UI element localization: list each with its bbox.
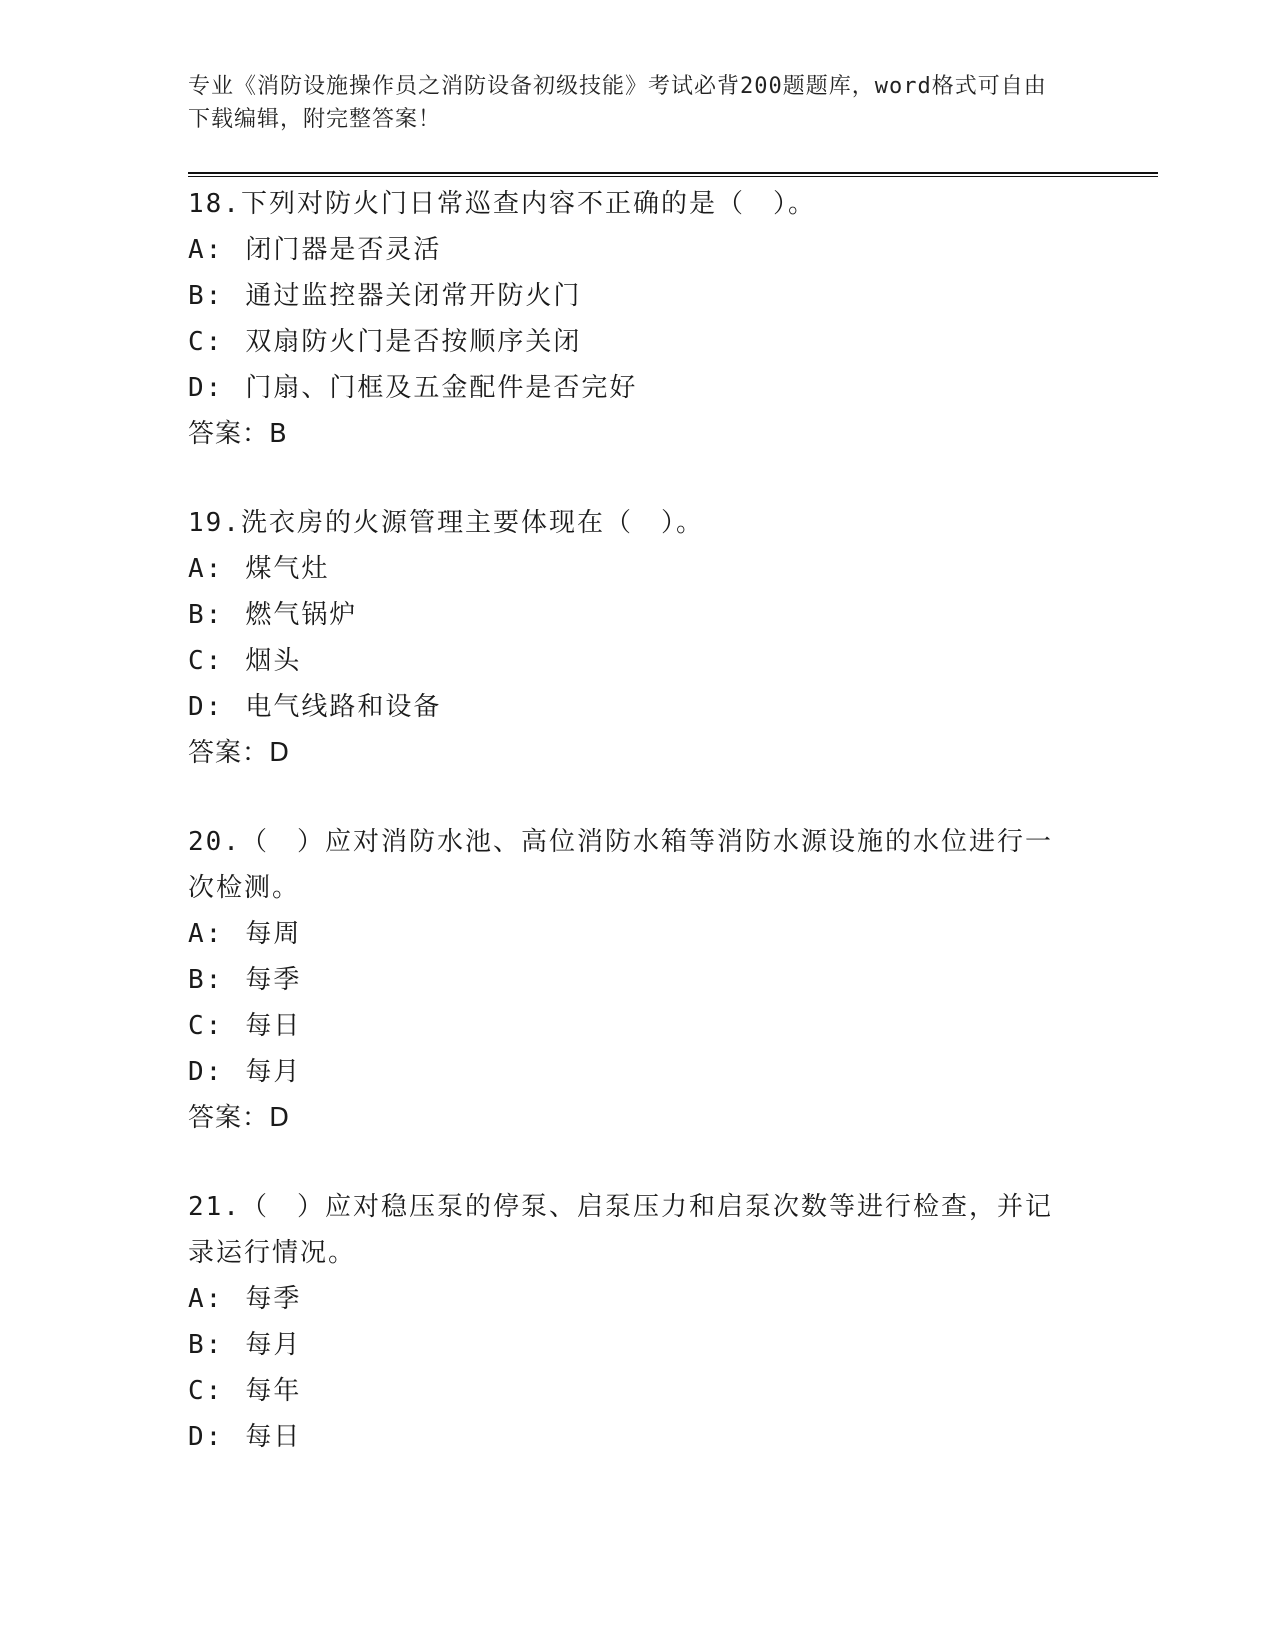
- question-list: [188, 181, 1158, 1460]
- option-a: [188, 227, 1068, 273]
- option-text: 每日: [245, 1011, 302, 1041]
- option-text: 燃气锅炉: [245, 600, 358, 630]
- document-intro: 专业《消防设施操作员之消防设备初级技能》考试必背200题题库，word格式可自由下载编辑，附完整答案！: [188, 74, 1047, 132]
- option-letter: B:: [188, 600, 224, 630]
- option-b: [188, 1322, 1068, 1368]
- option-letter: D:: [188, 373, 224, 403]
- option-text: 通过监控器关闭常开防火门: [245, 281, 582, 311]
- option-a: [188, 911, 1068, 957]
- option-text: 烟头: [245, 646, 302, 676]
- option-text: 电气线路和设备: [245, 692, 442, 722]
- option-b: [188, 273, 1068, 319]
- option-text: 每季: [245, 1284, 302, 1314]
- question-stem: 19.洗衣房的火源管理主要体现在（ ）。: [188, 508, 704, 538]
- option-d: [188, 1049, 1068, 1095]
- option-letter: B:: [188, 281, 224, 311]
- option-letter: A:: [188, 1284, 224, 1314]
- option-letter: A:: [188, 554, 224, 584]
- option-c: [188, 1368, 1068, 1414]
- answer-line: 答案：D: [188, 1103, 291, 1133]
- header-divider: [188, 172, 1158, 177]
- option-letter: D:: [188, 692, 224, 722]
- option-letter: A:: [188, 235, 224, 265]
- option-text: 门扇、门框及五金配件是否完好: [245, 373, 638, 403]
- option-c: [188, 319, 1068, 365]
- option-text: 每月: [245, 1330, 302, 1360]
- option-letter: D:: [188, 1057, 224, 1087]
- answer-line: 答案：D: [188, 738, 291, 768]
- option-d: [188, 365, 1068, 411]
- option-a: [188, 1276, 1068, 1322]
- question-21: [188, 1184, 1158, 1460]
- option-text: 每日: [245, 1422, 302, 1452]
- question-stem: 21.（ ）应对稳压泵的停泵、启泵压力和启泵次数等进行检查，并记录运行情况。: [188, 1192, 1053, 1268]
- question-stem: 18.下列对防火门日常巡查内容不正确的是（ ）。: [188, 189, 816, 219]
- option-text: 每月: [245, 1057, 302, 1087]
- option-text: 闭门器是否灵活: [245, 235, 442, 265]
- answer-line: 答案：B: [188, 419, 288, 449]
- option-a: [188, 546, 1068, 592]
- question-20: [188, 819, 1158, 1141]
- option-d: [188, 684, 1068, 730]
- option-text: 每季: [245, 965, 302, 995]
- option-d: [188, 1414, 1068, 1460]
- option-letter: A:: [188, 919, 224, 949]
- option-letter: D:: [188, 1422, 224, 1452]
- option-letter: C:: [188, 1011, 224, 1041]
- option-letter: C:: [188, 646, 224, 676]
- question-19: [188, 500, 1158, 776]
- question-stem: 20.（ ）应对消防水池、高位消防水箱等消防水源设施的水位进行一次检测。: [188, 827, 1053, 903]
- option-b: [188, 957, 1068, 1003]
- option-text: 每年: [245, 1376, 302, 1406]
- option-letter: C:: [188, 327, 224, 357]
- question-18: [188, 181, 1158, 457]
- option-letter: C:: [188, 1376, 224, 1406]
- option-b: [188, 592, 1068, 638]
- option-text: 每周: [245, 919, 302, 949]
- option-text: 煤气灶: [245, 554, 330, 584]
- option-letter: B:: [188, 1330, 224, 1360]
- option-letter: B:: [188, 965, 224, 995]
- option-c: [188, 638, 1068, 684]
- option-text: 双扇防火门是否按顺序关闭: [245, 327, 582, 357]
- option-c: [188, 1003, 1068, 1049]
- document-page: [188, 70, 1158, 1503]
